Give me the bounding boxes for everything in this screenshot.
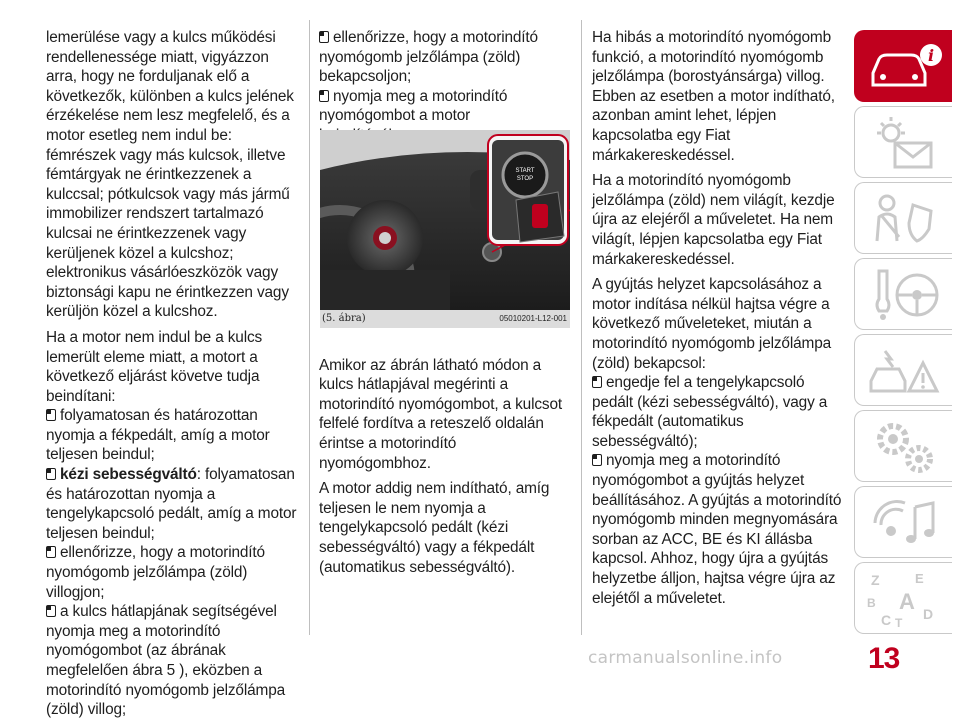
- text-column-3: [592, 28, 846, 608]
- stop-label: STOP: [516, 176, 534, 182]
- text-column-1: [46, 28, 298, 720]
- figure-label: (5. ábra): [322, 313, 366, 324]
- tab-safety[interactable]: [854, 182, 952, 254]
- index-letter-a: A: [899, 589, 915, 614]
- figure-caption: [320, 310, 570, 328]
- bullet-press-start-button: nyomja meg a motorindító nyomógombot a motor: [319, 87, 572, 146]
- paragraph-indicator-not-lit: Ha a motorindító nyomógomb jelzőlámpa (zöld) nem világít, kezdje újra az elejéről a műveletet. Ha nem világít, lépjen kapcsolatba egy Fiat márkakereskedéssel.: [592, 172, 835, 268]
- bullet-manual-gearbox: [46, 465, 298, 543]
- bullet-press-with-key: a kulcs hátlapjának segítségével nyomja meg a motorindító nyomógombot (az ábrának megfelelően ábra 5 ), eközben a motorindító nyomógomb jelzőlámpa (zöld) villog;: [46, 602, 298, 720]
- bullet-check-indicator-on: ellenőrizze, hogy a motorindító nyomógomb jelzőlámpa (zöld) bekapcsoljon;: [319, 28, 572, 87]
- bullet-press-for-ignition: nyomja meg a motorindító nyomógombot a gyújtás helyzet beállításához. A gyújtás a motorindító nyomógomb minden megnyomására sorban az ACC, BE és KI állásba kapcsol. Ahhoz, hogy újra a gyújtás helyzetbe álljon, hajtsa végre újra az elejétől a műveletet.: [592, 451, 846, 608]
- tab-dashboard-lights[interactable]: [854, 106, 952, 178]
- index-letter-z: Z: [871, 572, 880, 588]
- tab-multimedia[interactable]: [854, 486, 952, 558]
- figure-code: 05010201-L12-001: [499, 314, 567, 323]
- bullet-press-brake: folyamatosan és határozottan nyomja a fékpedált, amíg a motor teljesen beindul;: [46, 406, 298, 465]
- tab-index[interactable]: [854, 562, 952, 634]
- paragraph-faulty-button: Ha hibás a motorindító nyomógomb funkció, a motorindító nyomógomb jelzőlámpa (borostyánsárga) villog. Ebben az esetben a motor indítható, azonban amint lehet, lépjen kapcsolatba egy Fiat márkakereskedéssel.: [592, 29, 835, 164]
- index-letter-b: B: [867, 596, 876, 610]
- multimedia-icon: [865, 493, 945, 553]
- watermark: carmanualsonline.info: [588, 648, 783, 668]
- index-letter-e: E: [915, 571, 924, 586]
- column-divider-1: [309, 20, 310, 635]
- warning-emergency-icon: [865, 341, 945, 401]
- start-label: START: [515, 168, 535, 174]
- tab-car-info[interactable]: [854, 30, 952, 102]
- tab-warning-emergency[interactable]: [854, 334, 952, 406]
- dashboard-photo: [320, 130, 570, 310]
- manual-gearbox-label: kézi sebességváltó: [60, 466, 197, 484]
- paragraph-key-battery-warning: lemerülése vagy a kulcs működési rendellenessége miatt, vigyázzon arra, hogy ne forduljanak elő a következők, különben a kulcs jelének érzékelése nem lesz megfelelő, és a motor esetleg nem indul be: fémrészek vagy más kulcsok, illetve fémtárgyak ne érintkezzenek a kulccsal; pótkulcsok vagy más jármű immobilizer rendszert tartalmazó kulcsai ne érintkezzenek vagy kerüljenek közel a kulcshoz; elektronikus vásárlóeszközök vagy biztonsági kapu ne érintkezzen vagy kerüljön közel a kulcshoz.: [46, 29, 294, 321]
- figure-start-button-photo: [320, 130, 570, 328]
- index-letter-c: C: [881, 612, 892, 628]
- index-letter-d: D: [923, 606, 934, 622]
- dashboard-lights-icon: [865, 113, 945, 173]
- tab-maintenance[interactable]: [854, 410, 952, 482]
- svg-text:i: i: [927, 46, 935, 65]
- safety-seatbelt-icon: [865, 189, 945, 249]
- index-letters-icon: [865, 569, 945, 629]
- paragraph-ignition-intro: A gyújtás helyzet kapcsolásához a motor indítása nélkül hajtsa végre a következő műveleteket, miután a motorindító nyomógomb jelzőlámpa (zöld) bekapcsol:: [592, 276, 832, 372]
- bullet-check-indicator-flashing: ellenőrizze, hogy a motorindító nyomógomb jelzőlámpa (zöld) villogjon;: [46, 543, 298, 602]
- car-info-icon: [865, 37, 945, 97]
- tab-starting-driving[interactable]: [854, 258, 952, 330]
- column-divider-2: [581, 20, 582, 635]
- paragraph-key-touch-button: Amikor az ábrán látható módon a kulcs hátlapjával megérinti a motorindító nyomógombot, a kulcsot felfelé fordítva a reteszelő oldalán érintse a motorindító nyomógombhoz.: [319, 356, 562, 472]
- starting-driving-icon: [865, 265, 945, 325]
- index-letter-t: T: [895, 616, 903, 629]
- bullet-release-pedal: engedje fel a tengelykapcsoló pedált (kézi sebességváltó), vagy a fékpedált (automatikus sebességváltó);: [592, 373, 846, 451]
- paragraph-start-procedure-intro: Ha a motor nem indul be a kulcs lemerült eleme miatt, a motort a következő eljárást követve tudja beindítani:: [46, 328, 263, 405]
- paragraph-pedal-requirement: A motor addig nem indítható, amíg teljesen le nem nyomja a tengelykapcsoló pedált (kézi sebességváltó) vagy a fékpedált (automatikus sebességváltó).: [319, 480, 550, 576]
- maintenance-gears-icon: [865, 417, 945, 477]
- manual-gearbox-text: : folyamatosan és határozottan nyomja a tengelykapcsoló pedált, amíg a motor teljesen beindul;: [46, 466, 297, 542]
- page-number: 13: [868, 642, 900, 675]
